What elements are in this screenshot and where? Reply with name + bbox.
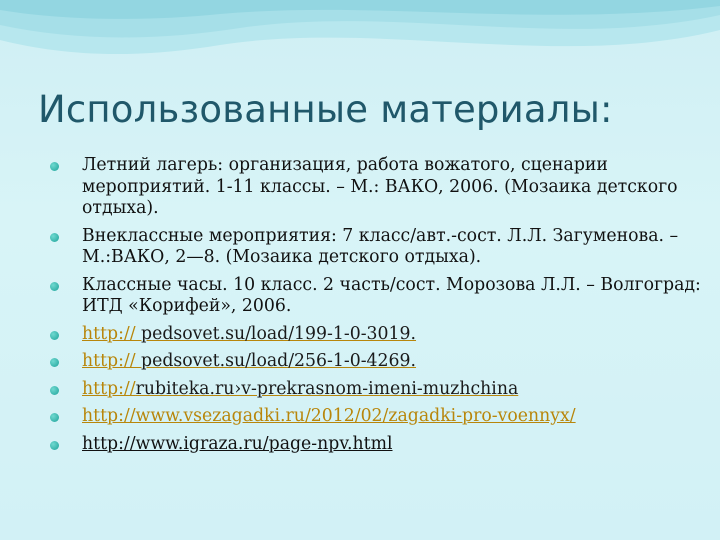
bullet-icon <box>50 282 59 291</box>
list-item <box>44 275 704 318</box>
reference-text: Классные часы. 10 класс. 2 часть/сост. Морозова Л.Л. – Волгоград: ИТД «Корифей», 2006. <box>82 274 701 316</box>
list-item <box>44 324 704 346</box>
bullet-icon <box>50 233 59 242</box>
list-item <box>44 226 704 269</box>
bullet-icon <box>50 162 59 171</box>
reference-text: Внеклассные мероприятия: 7 класс/авт.-сост. Л.Л. Загуменова. – М.:ВАКО, 2—8. (Мозаика детского отдыха). <box>82 225 679 267</box>
bullet-icon <box>50 386 59 395</box>
bullet-icon <box>50 331 59 340</box>
reference-text: Летний лагерь: организация, работа вожатого, сценарии мероприятий. 1-11 классы. – М.: ВАКО, 2006. (Мозаика детского отдыха). <box>82 155 678 218</box>
list-item <box>44 434 704 456</box>
reference-link[interactable]: http://rubiteka.ru›v-prekrasnom-imeni-muzhchina <box>82 378 519 399</box>
reference-link[interactable]: http://www.vsezagadki.ru/2012/02/zagadki-pro-voennyx/ <box>82 406 576 426</box>
list-item <box>44 406 704 428</box>
bullet-icon <box>50 441 59 450</box>
list-item <box>44 379 704 401</box>
list-item <box>44 155 704 220</box>
list-item <box>44 351 704 373</box>
decorative-waves <box>0 0 720 90</box>
reference-link[interactable]: http:// pedsovet.su/load/199-1-0-3019. <box>82 323 417 344</box>
slide-title: Использованные материалы: <box>38 88 613 131</box>
bullet-icon <box>50 413 59 422</box>
materials-list <box>44 155 704 461</box>
reference-link[interactable]: http:// pedsovet.su/load/256-1-0-4269. <box>82 351 417 371</box>
reference-link[interactable]: http://www.igraza.ru/page-npv.html <box>82 433 393 454</box>
bullet-icon <box>50 358 59 367</box>
